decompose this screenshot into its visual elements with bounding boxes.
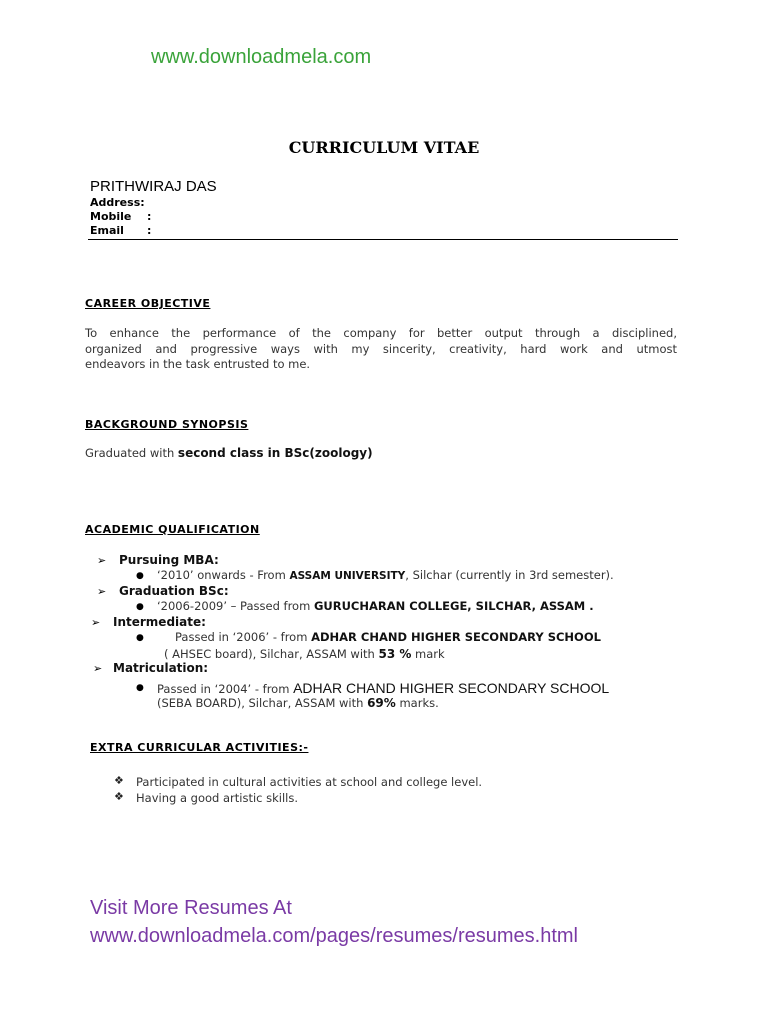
header-divider [88, 239, 678, 240]
extra-curricular-heading: EXTRA CURRICULAR ACTIVITIES:- [90, 741, 309, 754]
intermediate-detail-a: Passed in ‘2006’ - from [175, 630, 312, 644]
matric-percent: 69% [367, 696, 396, 710]
bsc-detail-a: ‘2006-2009’ – Passed from [157, 599, 314, 613]
bsc-detail [157, 599, 594, 613]
footer-link[interactable]: www.downloadmela.com/pages/resumes/resumes.html [90, 925, 578, 947]
email-label: Email [90, 224, 124, 237]
extra-item: Participated in cultural activities at school and college level. [136, 775, 483, 789]
address-label: Address: [90, 196, 145, 209]
objective-line: organized and progressive ways with my sincerity, creativity, hard work and utmost [85, 341, 677, 356]
intermediate-school: ADHAR CHAND HIGHER SECONDARY SCHOOL [311, 630, 601, 644]
mba-detail-c: , Silchar (currently in 3rd semester). [405, 568, 614, 582]
bsc-college: GURUCHARAN COLLEGE, SILCHAR, ASSAM . [313, 599, 594, 613]
matriculation-detail [157, 680, 609, 696]
arrow-bullet-icon: ➢ [97, 585, 107, 598]
background-synopsis-text [85, 446, 373, 460]
intermediate-mark: mark [411, 647, 445, 661]
bsc-label: Graduation BSc: [119, 584, 229, 598]
diamond-bullet-icon: ❖ [114, 774, 124, 787]
arrow-bullet-icon: ➢ [93, 662, 103, 675]
intermediate-board: ( AHSEC board), Silchar, ASSAM with [164, 647, 379, 661]
arrow-bullet-icon: ➢ [97, 554, 107, 567]
bullet-icon: ● [136, 633, 144, 643]
extra-item: Having a good artistic skills. [136, 791, 299, 805]
candidate-name: PRITHWIRAJ DAS [90, 178, 217, 195]
document-title: CURRICULUM VITAE [288, 138, 480, 157]
matriculation-label: Matriculation: [113, 661, 209, 675]
matric-board: (SEBA BOARD), Silchar, ASSAM with [157, 696, 368, 710]
mobile-colon: : [147, 210, 152, 223]
matric-school: ADHAR CHAND HIGHER SECONDARY SCHOOL [293, 680, 610, 696]
intermediate-detail [175, 630, 601, 644]
matric-marks: marks. [395, 696, 439, 710]
career-objective-text [85, 326, 677, 373]
mobile-label: Mobile [90, 210, 132, 223]
intermediate-detail-2 [164, 647, 445, 661]
objective-line: endeavors in the task entrusted to me. [85, 357, 311, 371]
watermark-link[interactable]: www.downloadmela.com [151, 46, 372, 68]
mba-detail-a: ‘2010’ onwards - From [157, 568, 290, 582]
email-line [90, 224, 151, 237]
footer-promo: Visit More Resumes At [90, 897, 292, 919]
background-degree: second class in BSc(zoology) [177, 446, 373, 460]
background-synopsis-heading: BACKGROUND SYNOPSIS [85, 418, 249, 431]
career-objective-heading: CAREER OBJECTIVE [85, 297, 211, 310]
mba-label: Pursuing MBA: [119, 553, 219, 567]
bullet-icon: ● [136, 683, 144, 693]
mba-detail [157, 568, 614, 582]
objective-line: To enhance the performance of the company for better output through a disciplined, [85, 326, 677, 340]
arrow-bullet-icon: ➢ [91, 616, 101, 629]
matric-detail-a: Passed in ‘2004’ - from [157, 682, 294, 696]
diamond-bullet-icon: ❖ [114, 790, 124, 803]
bullet-icon: ● [136, 571, 144, 581]
address-line [90, 196, 145, 209]
mobile-line [90, 210, 151, 223]
intermediate-label: Intermediate: [113, 615, 206, 629]
matriculation-detail-2 [157, 696, 439, 710]
email-colon: : [147, 224, 152, 237]
intermediate-percent: 53 % [378, 647, 412, 661]
academic-qualification-heading: ACADEMIC QUALIFICATION [85, 523, 260, 536]
bullet-icon: ● [136, 602, 144, 612]
background-prefix: Graduated with [85, 446, 178, 460]
mba-university: ASSAM UNIVERSITY [289, 570, 406, 582]
